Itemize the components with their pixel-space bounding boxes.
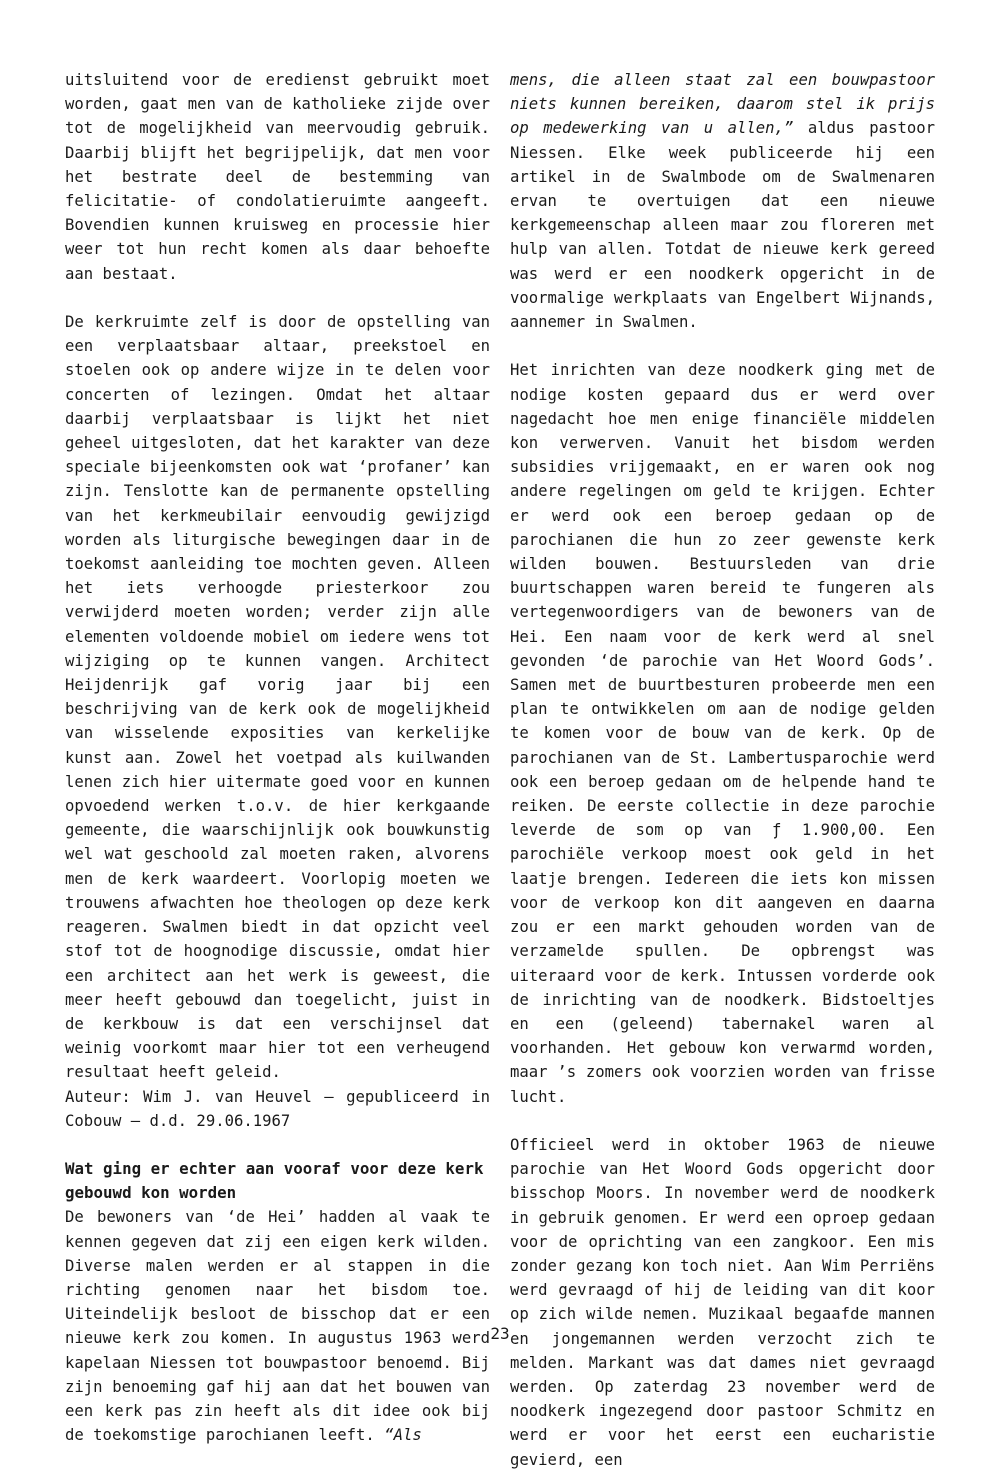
- paragraph: [510, 68, 935, 334]
- left-text-column: [65, 68, 490, 1447]
- paragraph: Officieel werd in oktober 1963 de nieuwe parochie van Het Woord Gods opgericht door bisschop Moors. In november werd de noodkerk in gebruik genomen. Er werd een oproep gedaan voor de oprichting van een zangkoor. Een mis zonder gezang kon toch niet. Aan Wim Perriëns werd gevraagd of hij de leiding van dit koor op zich wilde nemen. Muzikaal begaafde mannen en jongemannen werden verzocht zich te melden. Markant was dat dames niet gevraagd werden. Op zaterdag 23 november werd de noodkerk ingezegend door pastoor Schmitz en werd er voor het eerst een eucharistie gevierd, een: [510, 1135, 935, 1469]
- quote-continuation: mens, die alleen staat zal een bouwpastoor niets kunnen bereiken, daarom stel ik prijs op medewerking van u allen,”: [510, 71, 935, 138]
- paragraph: uitsluitend voor de eredienst gebruikt moet worden, gaat men van de katholieke zijde over tot de mogelijkheid van meervoudig gebruik. Daarbij blijft het begrijpelijk, dat men voor het bestrate deel de bestemming van felicitatie- of condolatieruimte aangeeft. Bovendien kunnen kruisweg en processie hier weer tot hun recht komen als daar behoefte aan bestaat.: [65, 71, 490, 283]
- right-text-column: [510, 68, 935, 1472]
- quote-start: “Als: [384, 1426, 422, 1445]
- paragraph-text: De bewoners van ‘de Hei’ hadden al vaak te kennen gegeven dat zij een eigen kerk wilden. Diverse malen werden er al stappen in die richting genomen naar het bisdom toe. Uiteindelijk besloot de bisschop dat er een nieuwe kerk zou komen. In augustus 1963 werd kapelaan Niessen tot bouwpastoor benoemd. Bij zijn benoeming gaf hij aan dat het bouwen van een kerk pas zin heeft als dit idee ook bij de toekomstige parochianen leeft.: [65, 1208, 490, 1445]
- paragraph: De kerkruimte zelf is door de opstelling van een verplaatsbaar altaar, preekstoel en stoelen ook op andere wijze in te delen voor concerten of lezingen. Omdat het altaar daarbij verplaatsbaar is lijkt het niet geheel uitgesloten, dat het karakter van deze speciale bijeenkomsten ook wat ‘profaner’ kan zijn. Tenslotte kan de permanente opstelling van het kerkmeubilair eenvoudig gewijzigd worden als liturgische bewegingen daar in de toekomst aanleiding toe mochten geven. Alleen het iets verhoogde priesterkoor zou verwijderd moeten worden; verder zijn alle elementen voldoende mobiel om iedere wens tot wijziging op te kunnen vangen. Architect Heijdenrijk gaf vorig jaar bij een beschrijving van de kerk ook de mogelijkheid van wisselende exposities van kerkelijke kunst aan. Zowel het voetpad als kuilwanden lenen zich hier uitermate goed voor en kunnen opvoedend werken t.o.v. de hier kerkgaande gemeente, die waarschijnlijk ook bouwkunstig wel wat geschoold zal moeten raken, alvorens men de kerk waardeert. Voorlopig moeten we trouwens afwachten hoe theologen op deze kerk reageren. Swalmen biedt in dat opzicht veel stof tot de hoognodige discussie, omdat hier een architect aan het werk is geweest, die meer heeft gebouwd dan toegelicht, juist in de kerkbouw is dat een verschijnsel dat weinig voorkomt maar hier tot een verheugend resultaat heeft geleid.: [65, 313, 490, 1082]
- page-number: 23: [490, 1324, 510, 1343]
- author-credit: Auteur: Wim J. van Heuvel – gepubliceerd in Cobouw – d.d. 29.06.1967: [65, 1087, 490, 1130]
- paragraph: Het inrichten van deze noodkerk ging met de nodige kosten gepaard dus er werd over nagedacht hoe men enige financiële middelen kon verwerven. Vanuit het bisdom werden subsidies vrijgemaakt, en er waren ook nog andere regelingen om geld te krijgen. Echter er werd ook een beroep gedaan op de parochianen die hun zo zeer gewenste kerk wilden bouwen. Bestuursleden van drie buurtschappen waren bereid te fungeren als vertegenwoordigers van de bewoners van de Hei. Een naam voor de kerk werd al snel gevonden ‘de parochie van Het Woord Gods’. Samen met de buurtbesturen probeerde men een plan te ontwikkelen om aan de nodige gelden te komen voor de bouw van de kerk. Op de parochianen van de St. Lambertusparochie werd ook een beroep gedaan om de helpende hand te reiken. De eerste collectie in deze parochie leverde de som op van ƒ 1.900,00. Een parochiële verkoop moest ook geld in het laatje brengen. Iedereen die iets kon missen voor de verkoop kon dit aangeven en daarna zou er een markt gehouden worden van de verzamelde spullen. De opbrengst was uiteraard voor de kerk. Intussen vorderde ook de inrichting van de noodkerk. Bidstoeltjes en een (geleend) tabernakel waren al voorhanden. Het gebouw kon verwarmd worden, maar ’s zomers ook voorzien worden van frisse lucht.: [510, 361, 935, 1106]
- section-heading: Wat ging er echter aan vooraf voor deze kerk gebouwd kon worden: [65, 1158, 484, 1203]
- paragraph-text: aldus pastoor Niessen. Elke week publiceerde hij een artikel in de Swalmbode om de Swalmenaren ervan te overtuigen dat een nieuwe kerkgemeenschap alleen maar zou floreren met hulp van allen. Totdat de nieuwe kerk gereed was werd er een noodkerk opgericht in de voormalige werkplaats van Engelbert Wijnands, aannemer in Swalmen.: [510, 119, 936, 332]
